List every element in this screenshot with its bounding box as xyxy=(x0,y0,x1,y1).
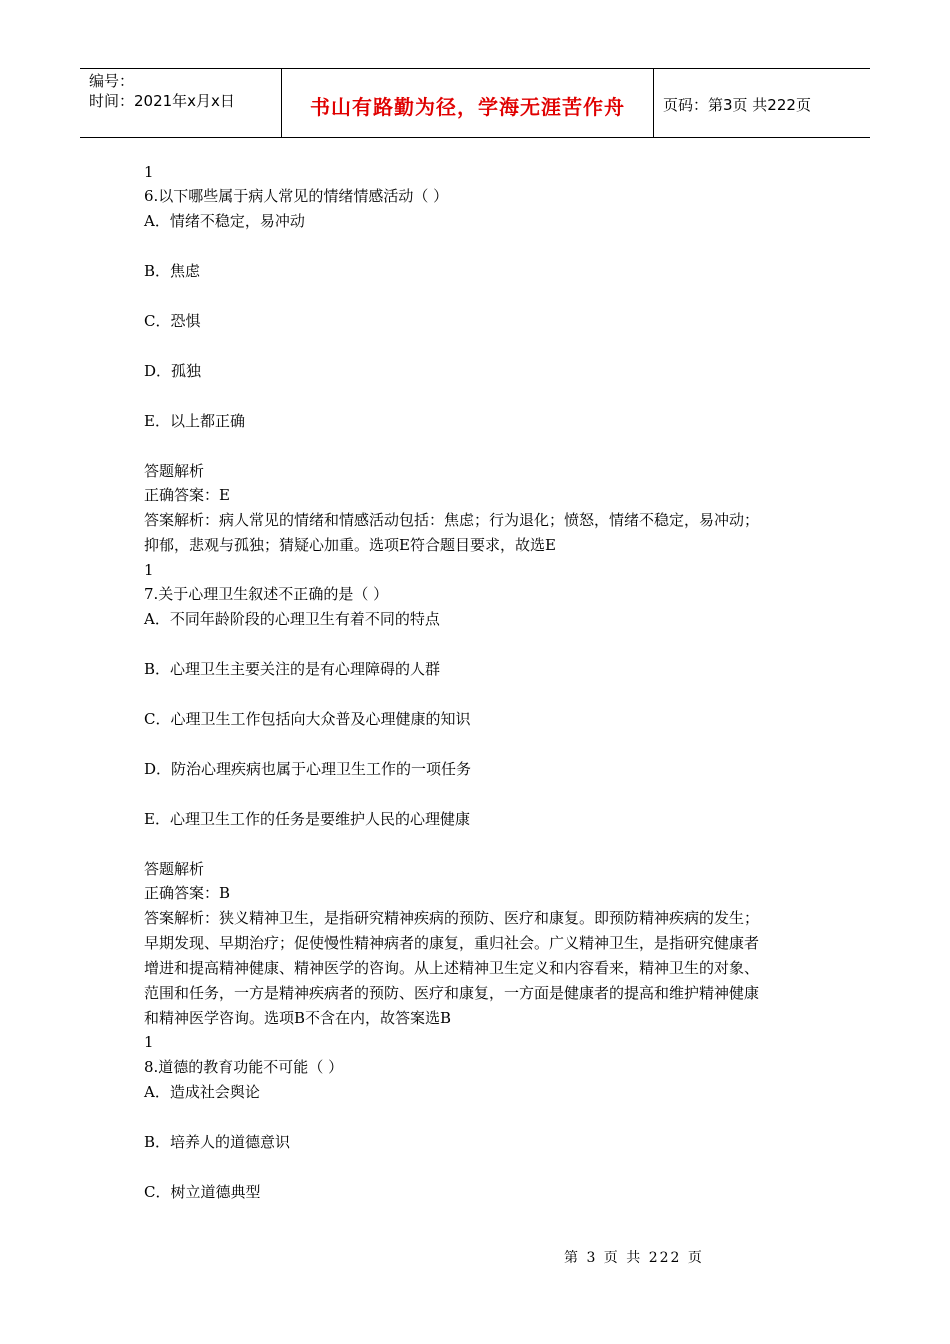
header-page-cell xyxy=(654,69,870,137)
header-motto-cell xyxy=(282,69,654,137)
page-header xyxy=(80,68,870,138)
option-line: E．以上都正确 xyxy=(144,412,245,430)
text-line: 1 xyxy=(144,1033,154,1051)
analysis-text: 抑郁，悲观与孤独；猜疑心加重。选项E符合题目要求，故选E xyxy=(144,536,556,554)
page-info: 页码：第3页 共222页 xyxy=(663,96,811,114)
analysis-text: 范围和任务，一方是精神疾病者的预防、医疗和康复，一方面是健康者的提高和维护精神健康 xyxy=(144,984,760,1002)
option-line: B．心理卫生主要关注的是有心理障碍的人群 xyxy=(144,660,441,678)
analysis-text: 答案解析：病人常见的情绪和情感活动包括：焦虑；行为退化；愤怒，情绪不稳定，易冲动； xyxy=(144,511,760,529)
page-footer: 第 3 页 共 222 页 xyxy=(564,1250,704,1266)
analysis-text: 答案解析：狭义精神卫生，是指研究精神疾病的预防、医疗和康复。即预防精神疾病的发生； xyxy=(144,909,760,927)
text-line: 1 xyxy=(144,561,154,579)
correct-answer: 正确答案：E xyxy=(144,486,230,504)
motto: 书山有路勤为径，学海无涯苦作舟 xyxy=(310,95,625,119)
option-line: B．培养人的道德意识 xyxy=(144,1133,291,1151)
option-line: A．不同年龄阶段的心理卫生有着不同的特点 xyxy=(144,610,440,628)
option-line: C．心理卫生工作包括向大众普及心理健康的知识 xyxy=(144,710,471,728)
option-line: A．情绪不稳定，易冲动 xyxy=(144,212,305,230)
option-line: D．防治心理疾病也属于心理卫生工作的一项任务 xyxy=(144,760,472,778)
number-label: 编号： xyxy=(89,72,135,90)
analysis-text: 和精神医学咨询。选项B不含在内，故答案选B xyxy=(144,1009,452,1027)
analysis-text: 增进和提高精神健康、精神医学的咨询。从上述精神卫生定义和内容看来，精神卫生的对象、 xyxy=(144,959,760,977)
header-meta-cell xyxy=(80,69,282,137)
question-title: 7.关于心理卫生叙述不正确的是（ ） xyxy=(144,585,389,603)
question-title: 8.道德的教育功能不可能（ ） xyxy=(144,1058,344,1076)
option-line: C．恐惧 xyxy=(144,312,201,330)
time-label: 时间：2021年x月x日 xyxy=(89,92,235,110)
option-line: D．孤独 xyxy=(144,362,202,380)
analysis-heading: 答题解析 xyxy=(144,860,205,878)
option-line: C．树立道德典型 xyxy=(144,1183,261,1201)
text-line: 1 xyxy=(144,163,154,181)
option-line: B．焦虑 xyxy=(144,262,201,280)
analysis-heading: 答题解析 xyxy=(144,462,205,480)
option-line: E．心理卫生工作的任务是要维护人民的心理健康 xyxy=(144,810,470,828)
analysis-text: 早期发现、早期治疗；促使慢性精神病者的康复，重归社会。广义精神卫生，是指研究健康者 xyxy=(144,934,760,952)
question-title: 6.以下哪些属于病人常见的情绪情感活动（ ） xyxy=(144,187,449,205)
option-line: A．造成社会舆论 xyxy=(144,1083,260,1101)
correct-answer: 正确答案：B xyxy=(144,884,231,902)
